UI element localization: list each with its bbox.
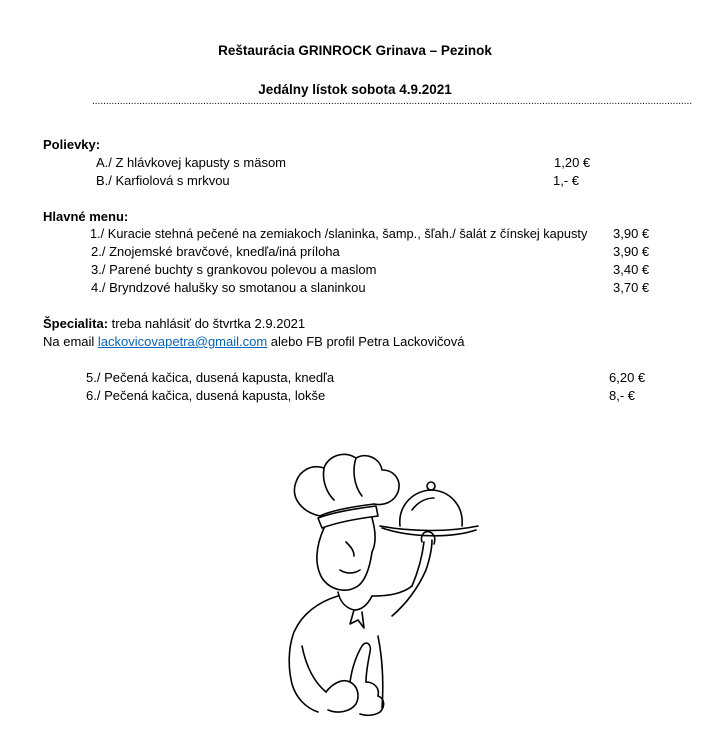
main-price-3: 3,40 €	[613, 262, 650, 277]
main-price-4: 3,70 €	[613, 280, 650, 295]
restaurant-title: Reštaurácia GRINROCK Grinava – Pezinok	[218, 43, 492, 58]
soups-label: Polievky:	[43, 137, 101, 152]
specialty-note: treba nahlásiť do štvrtka 2.9.2021	[108, 316, 306, 331]
specialty-item-6: 6./ Pečená kačica, dusená kapusta, lokše	[86, 388, 326, 403]
chef-with-cloche-icon	[262, 446, 482, 729]
specialty-price-6: 8,- €	[609, 388, 636, 403]
main-item-4: 4./ Bryndzové halušky so smotanou a slaninkou	[91, 280, 366, 295]
specialty-line	[43, 316, 305, 331]
soup-price-a: 1,20 €	[554, 155, 591, 170]
separator-line: ........................................................................................................................................................................................................................	[92, 96, 693, 107]
email-line	[43, 334, 464, 349]
email-prefix: Na email	[43, 334, 98, 349]
email-suffix: alebo FB profil Petra Lackovičová	[267, 334, 465, 349]
main-menu-label: Hlavné menu:	[43, 209, 129, 224]
menu-title: Jedálny lístok sobota 4.9.2021	[258, 82, 452, 97]
specialty-label: Špecialita:	[43, 316, 109, 331]
main-item-2: 2./ Znojemské bravčové, knedľa/iná príloha	[91, 244, 340, 259]
main-price-2: 3,90 €	[613, 244, 650, 259]
soup-item-a: A./ Z hlávkovej kapusty s mäsom	[96, 155, 287, 170]
email-link[interactable]: lackovicovapetra@gmail.com	[97, 334, 268, 349]
specialty-item-5: 5./ Pečená kačica, dusená kapusta, knedľa	[86, 370, 335, 385]
specialty-price-5: 6,20 €	[609, 370, 646, 385]
soup-item-b: B./ Karfiolová s mrkvou	[96, 173, 230, 188]
soup-price-b: 1,- €	[553, 173, 580, 188]
main-item-3: 3./ Parené buchty s grankovou polevou a maslom	[91, 262, 377, 277]
main-price-1: 3,90 €	[613, 226, 650, 241]
main-item-1: 1./ Kuracie stehná pečené na zemiakoch /slaninka, šamp., šľah./ šalát z čínskej kapusty	[90, 226, 588, 241]
